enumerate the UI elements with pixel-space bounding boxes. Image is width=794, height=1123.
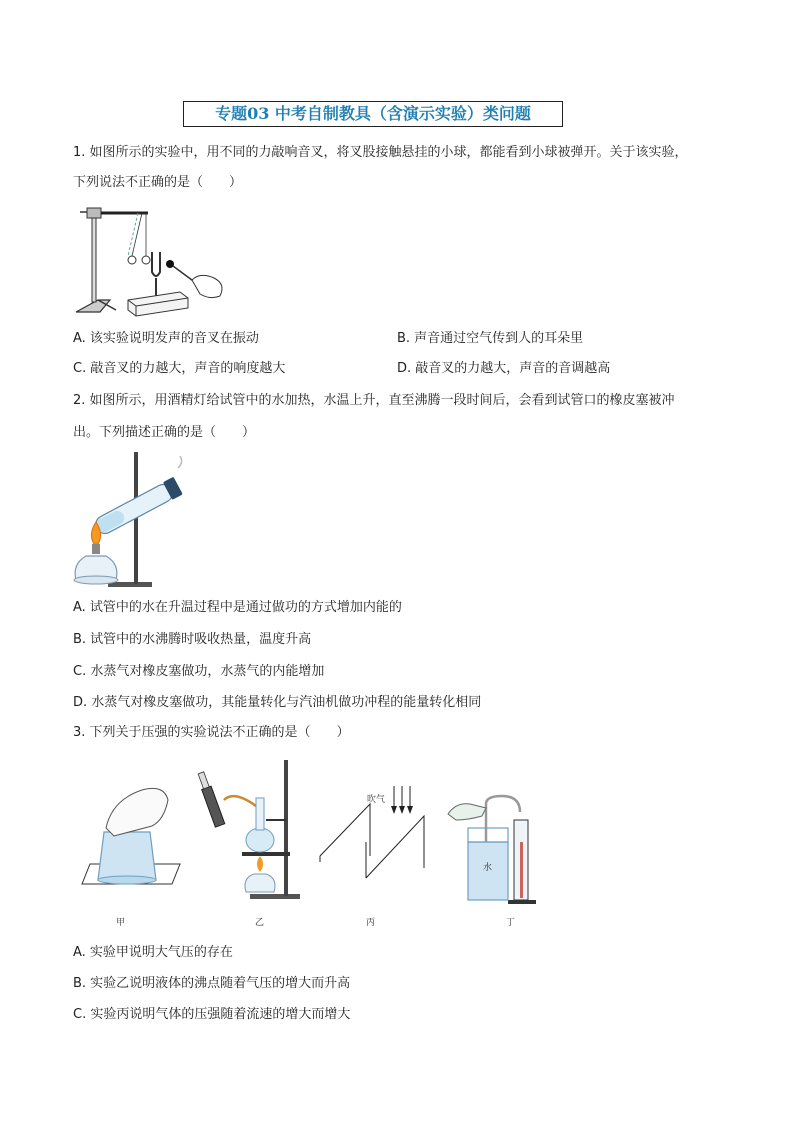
caption-jia: 甲 bbox=[116, 918, 126, 928]
caption-bing: 丙 bbox=[366, 918, 376, 928]
question-1-text-line-1: 1. 如图所示的实验中，用不同的力敲响音叉，将叉股接触悬挂的小球，都能看到小球被弹开。关于该实验， bbox=[73, 145, 688, 160]
caption-yi: 乙 bbox=[255, 918, 265, 928]
figure-yi-flask-syringe bbox=[194, 760, 304, 900]
figure-jia-cup-card bbox=[72, 778, 184, 888]
test-tube-heating-figure bbox=[68, 448, 192, 590]
question-1-option-b: B. 声音通过空气传到人的耳朵里 bbox=[397, 331, 584, 346]
question-2-option-d: D. 水蒸气对橡皮塞做功，其能量转化与汽油机做功冲程的能量转化相同 bbox=[73, 695, 482, 710]
question-3-option-a: A. 实验甲说明大气压的存在 bbox=[73, 945, 233, 960]
tuning-fork-figure bbox=[70, 200, 230, 320]
question-2-text-line-2: 出。下列描述正确的是（ ） bbox=[73, 425, 256, 440]
question-1-option-a: A. 该实验说明发声的音叉在振动 bbox=[73, 331, 259, 346]
question-3-option-c: C. 实验丙说明气体的压强随着流速的增大而增大 bbox=[73, 1007, 351, 1022]
question-3-option-b: B. 实验乙说明液体的沸点随着气压的增大而升高 bbox=[73, 976, 351, 991]
question-2-option-a: A. 试管中的水在升温过程中是通过做功的方式增加内能的 bbox=[73, 600, 402, 615]
blow-label: 吹气 bbox=[367, 795, 386, 805]
question-1-option-c: C. 敲音叉的力越大，声音的响度越大 bbox=[73, 361, 286, 376]
question-2-option-b: B. 试管中的水沸腾时吸收热量，温度升高 bbox=[73, 632, 312, 647]
question-3-text-line-1: 3. 下列关于压强的实验说法不正确的是（ ） bbox=[73, 725, 350, 740]
figure-ding-beaker-manometer bbox=[446, 782, 550, 908]
caption-ding: 丁 bbox=[506, 918, 516, 928]
water-label: 水 bbox=[483, 863, 493, 873]
question-2-text-line-1: 2. 如图所示，用酒精灯给试管中的水加热，水温上升，直至沸腾一段时间后，会看到试管口的橡皮塞被冲 bbox=[73, 393, 675, 408]
question-1-text-line-2: 下列说法不正确的是（ ） bbox=[73, 175, 243, 190]
page-title: 专题03 中考自制教具（含演示实验）类问题 bbox=[183, 101, 563, 127]
question-2-option-c: C. 水蒸气对橡皮塞做功，水蒸气的内能增加 bbox=[73, 664, 325, 679]
question-1-option-d: D. 敲音叉的力越大，声音的音调越高 bbox=[397, 361, 611, 376]
